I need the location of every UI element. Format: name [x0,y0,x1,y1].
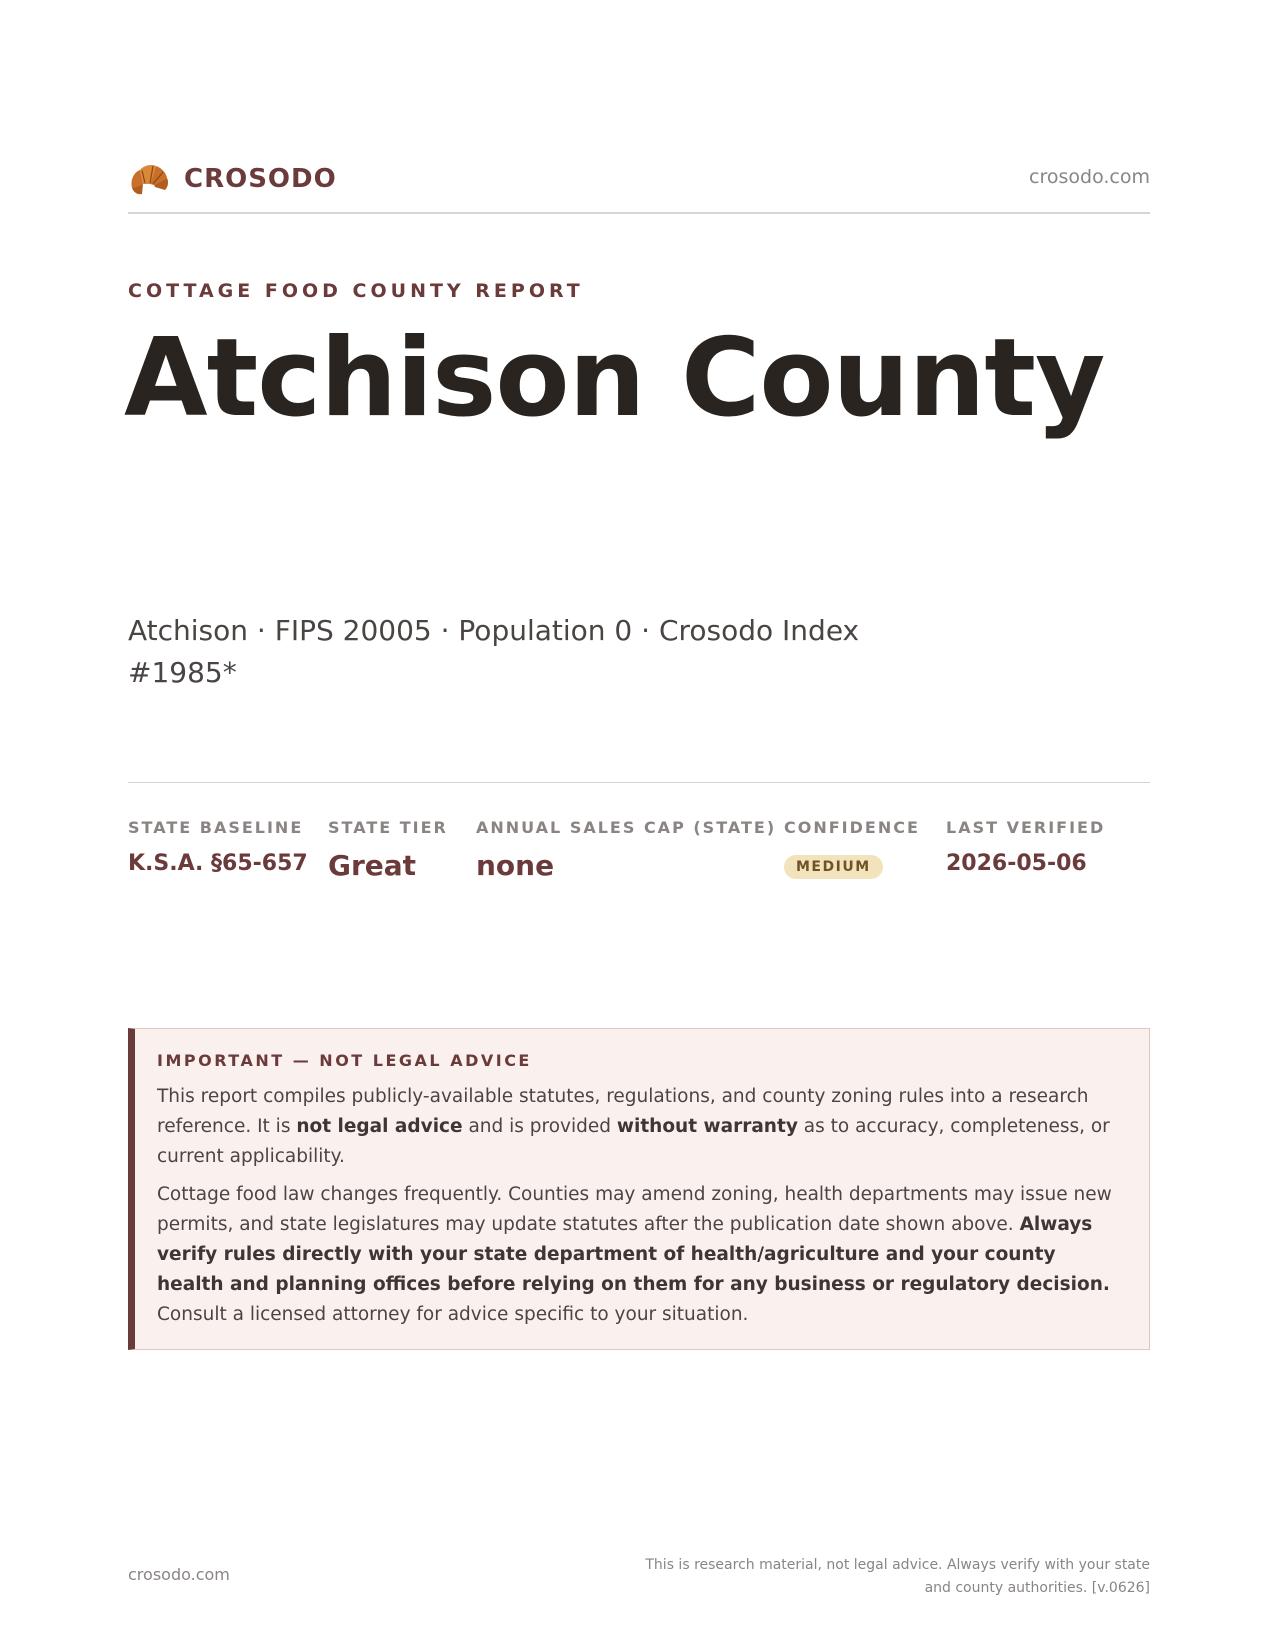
notice-paragraph-1 [157,1082,1123,1172]
report-eyebrow: COTTAGE FOOD COUNTY REPORT [128,280,584,302]
stat-label: STATE TIER [328,818,448,837]
stat-label: ANNUAL SALES CAP (STATE) [476,818,777,837]
stat-state-baseline [128,818,308,876]
notice-text: This report compiles publicly-available statutes, regulations, and county zoning rules into a research reference. It is [157,1086,1089,1137]
notice-emphasis: Always verify rules directly with your state department of health/agriculture and your county health and planning offices before relying on them for any business or regulatory decision. [157,1214,1110,1295]
page-header [128,160,1150,214]
stat-label: LAST VERIFIED [946,818,1106,837]
croissant-icon [128,160,170,198]
stat-confidence [784,818,920,879]
footer-disclaimer: This is research material, not legal advice. Always verify with your state and county authorities. [v.0626] [645,1557,1150,1596]
stat-label: STATE BASELINE [128,818,304,837]
brand-name: CROSODO [184,164,337,194]
stat-last-verified [946,818,1105,876]
stat-state-tier [328,818,448,882]
confidence-badge: MEDIUM [784,855,883,879]
notice-text: Cottage food law changes frequently. Counties may amend zoning, health departments may issue new permits, and state legislatures may update statutes after the publication date shown above. [157,1184,1112,1235]
stat-value: K.S.A. §65-657 [128,851,308,876]
stat-annual-sales-cap [476,818,776,882]
stat-value: none [476,849,555,882]
notice-title: IMPORTANT — NOT LEGAL ADVICE [157,1051,532,1070]
legal-notice [128,1028,1150,1350]
page-title: Atchison County [124,316,1105,441]
county-subtitle: Atchison · FIPS 20005 · Population 0 · Crosodo Index #1985* [128,614,860,689]
notice-emphasis: not legal advice [296,1116,463,1137]
divider [128,782,1150,783]
notice-text: and is provided [462,1116,617,1137]
brand [128,160,337,198]
notice-text: as to accuracy, completeness, or current applicability. [157,1116,1110,1167]
stat-label: CONFIDENCE [784,818,920,837]
notice-paragraph-2 [157,1180,1123,1330]
stat-value: Great [328,849,417,882]
stats-row [128,818,1150,898]
header-site-link[interactable]: crosodo.com [1029,166,1150,188]
footer-site-link[interactable]: crosodo.com [128,1565,230,1584]
stat-value: 2026-05-06 [946,851,1087,876]
notice-emphasis: without warranty [616,1116,798,1137]
notice-text: Consult a licensed attorney for advice specific to your situation. [157,1304,749,1325]
report-page [124,0,1150,1650]
